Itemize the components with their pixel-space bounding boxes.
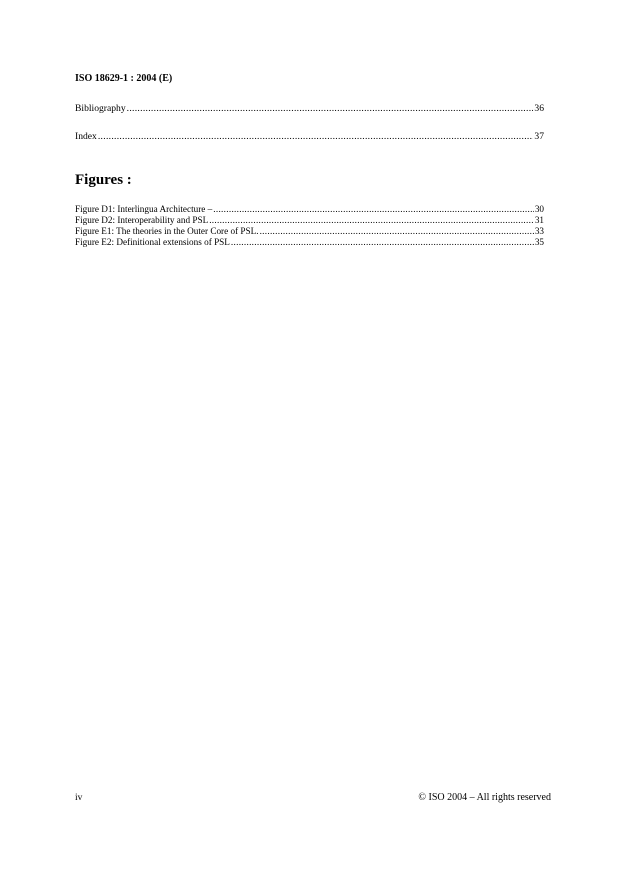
toc-entry-bibliography[interactable]: [75, 103, 544, 114]
document-header: ISO 18629-1 : 2004 (E): [75, 73, 173, 84]
dot-leader: [231, 237, 534, 247]
figure-entry-d1[interactable]: [75, 204, 544, 214]
dot-leader: [209, 215, 534, 225]
toc-entry-page: 37: [534, 131, 544, 142]
dot-leader: [98, 131, 534, 142]
figure-entry-page: 30: [534, 204, 544, 214]
figure-entry-e1[interactable]: [75, 226, 544, 236]
copyright-notice: © ISO 2004 – All rights reserved: [418, 792, 551, 803]
figures-section-title: Figures :: [75, 172, 132, 188]
toc-entry-label: Bibliography: [75, 103, 126, 114]
page-number: iv: [75, 793, 83, 803]
toc-entry-label: Index: [75, 131, 97, 142]
figure-entry-label: Figure D2: Interoperability and PSL: [75, 215, 209, 225]
dot-leader: [213, 204, 534, 214]
figure-entry-e2[interactable]: [75, 237, 544, 247]
figure-entry-d2[interactable]: [75, 215, 544, 225]
figure-entry-label: Figure E1: The theories in the Outer Core of PSL.: [75, 226, 259, 236]
figure-entry-page: 35: [534, 237, 544, 247]
figure-entry-page: 33: [534, 226, 544, 236]
dot-leader: [127, 103, 534, 114]
toc-entry-index[interactable]: [75, 131, 544, 142]
toc-entry-page: 36: [534, 103, 544, 114]
figure-entry-label: Figure D1: Interlingua Architecture –: [75, 204, 213, 214]
dot-leader: [260, 226, 534, 236]
figure-entry-label: Figure E2: Definitional extensions of PSL: [75, 237, 230, 247]
figure-entry-page: 31: [534, 215, 544, 225]
